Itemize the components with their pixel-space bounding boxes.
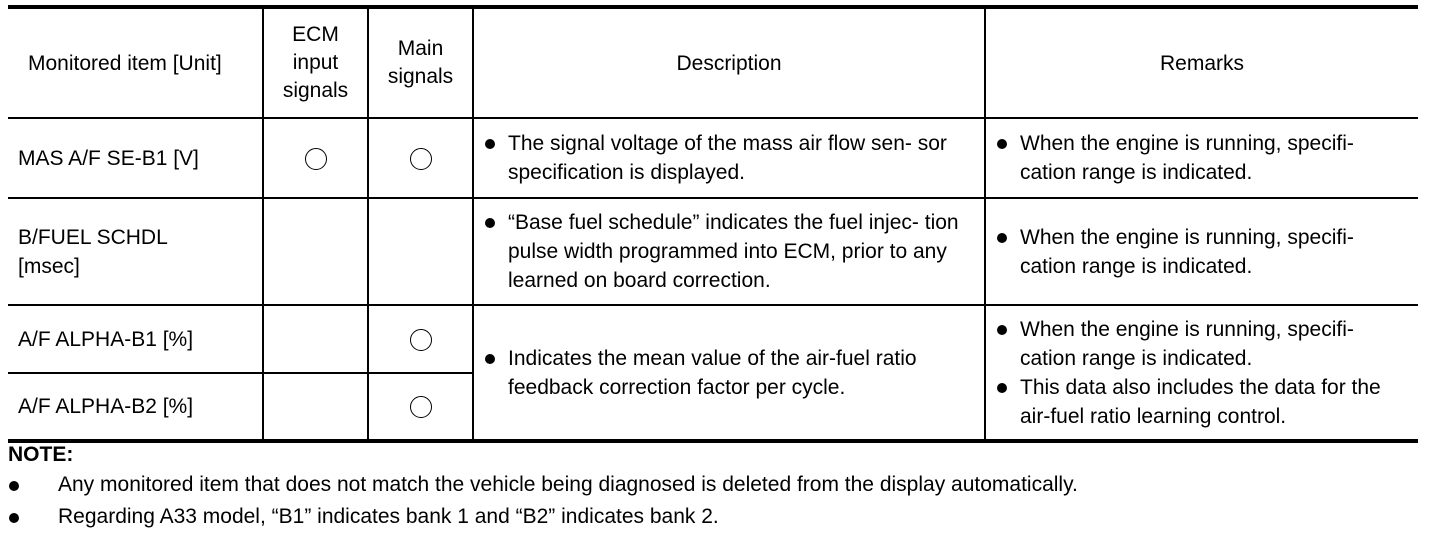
note-title: NOTE: [8, 443, 74, 466]
ecm-input-cell [263, 373, 368, 441]
description-text: The signal voltage of the mass air flow sen- sor specification is displayed. [508, 132, 947, 184]
circle-mark-icon [410, 329, 432, 351]
header-ecm-line3: signals [282, 79, 349, 102]
bullet-icon [485, 218, 495, 228]
remarks-cell [985, 305, 1418, 441]
header-ecm-input-signals [263, 7, 368, 118]
header-ecm-line2: input [292, 51, 339, 74]
remarks-cell [985, 198, 1418, 305]
note-item [8, 469, 1418, 501]
ecm-input-cell [263, 198, 368, 305]
header-monitored-item: Monitored item [Unit] [8, 7, 263, 118]
table-header-row [8, 7, 1418, 118]
monitored-items-table [8, 5, 1418, 443]
header-ecm-line1: ECM [292, 23, 339, 46]
header-main-line1: Main [397, 37, 444, 60]
note-text: Any monitored item that does not match the vehicle being diagnosed is deleted from the display automatically. [58, 473, 1078, 496]
description-cell [473, 198, 985, 305]
main-signal-cell [368, 118, 473, 198]
list-item [484, 129, 974, 187]
list-item [996, 223, 1408, 281]
list-item [484, 344, 974, 402]
list-item [996, 129, 1408, 187]
ecm-input-cell [263, 305, 368, 373]
main-signal-cell [368, 373, 473, 441]
monitored-item-cell: A/F ALPHA-B1 [%] [8, 305, 263, 373]
circle-mark-icon [410, 396, 432, 418]
description-cell [473, 118, 985, 198]
monitored-item-cell: A/F ALPHA-B2 [%] [8, 373, 263, 441]
bullet-icon [997, 139, 1007, 149]
main-signal-cell [368, 305, 473, 373]
monitored-item-cell: MAS A/F SE-B1 [V] [8, 118, 263, 198]
list-item [996, 373, 1408, 431]
note-section [8, 441, 1418, 533]
bullet-icon [997, 325, 1007, 335]
bullet-icon [997, 383, 1007, 393]
ecm-input-cell [263, 118, 368, 198]
main-signal-cell [368, 198, 473, 305]
table-row [8, 305, 1418, 373]
remarks-text: When the engine is running, specifi- cation range is indicated. [1020, 317, 1354, 370]
table-row [8, 198, 1418, 305]
item-name: B/FUEL SCHDL [18, 225, 168, 249]
monitored-item-cell [8, 198, 263, 305]
remarks-cell [985, 118, 1418, 198]
remarks-text: When the engine is running, specifi- cation range is indicated. [1020, 132, 1354, 184]
description-cell [473, 305, 985, 441]
list-item [484, 208, 974, 295]
bullet-icon [9, 481, 19, 491]
remarks-text: This data also includes the data for the air-fuel ratio learning control. [1020, 375, 1381, 428]
description-text: Indicates the mean value of the air-fuel ratio feedback correction factor per cycle. [508, 346, 917, 399]
note-text: Regarding A33 model, “B1” indicates bank 1 and “B2” indicates bank 2. [58, 505, 719, 528]
bullet-icon [485, 354, 495, 364]
bullet-icon [9, 513, 19, 523]
note-item [8, 501, 1418, 533]
table-row [8, 118, 1418, 198]
circle-mark-icon [305, 148, 327, 170]
header-description: Description [473, 7, 985, 118]
header-main-signals [368, 7, 473, 118]
bullet-icon [485, 139, 495, 149]
description-text: “Base fuel schedule” indicates the fuel injec- tion pulse width programmed into ECM, prior to any learned on board correction. [508, 211, 959, 292]
remarks-text: When the engine is running, specifi- cation range is indicated. [1020, 225, 1354, 278]
circle-mark-icon [410, 148, 432, 170]
item-unit: [msec] [18, 254, 80, 278]
header-remarks: Remarks [985, 7, 1418, 118]
list-item [996, 315, 1408, 373]
header-main-line2: signals [387, 65, 454, 88]
bullet-icon [997, 233, 1007, 243]
